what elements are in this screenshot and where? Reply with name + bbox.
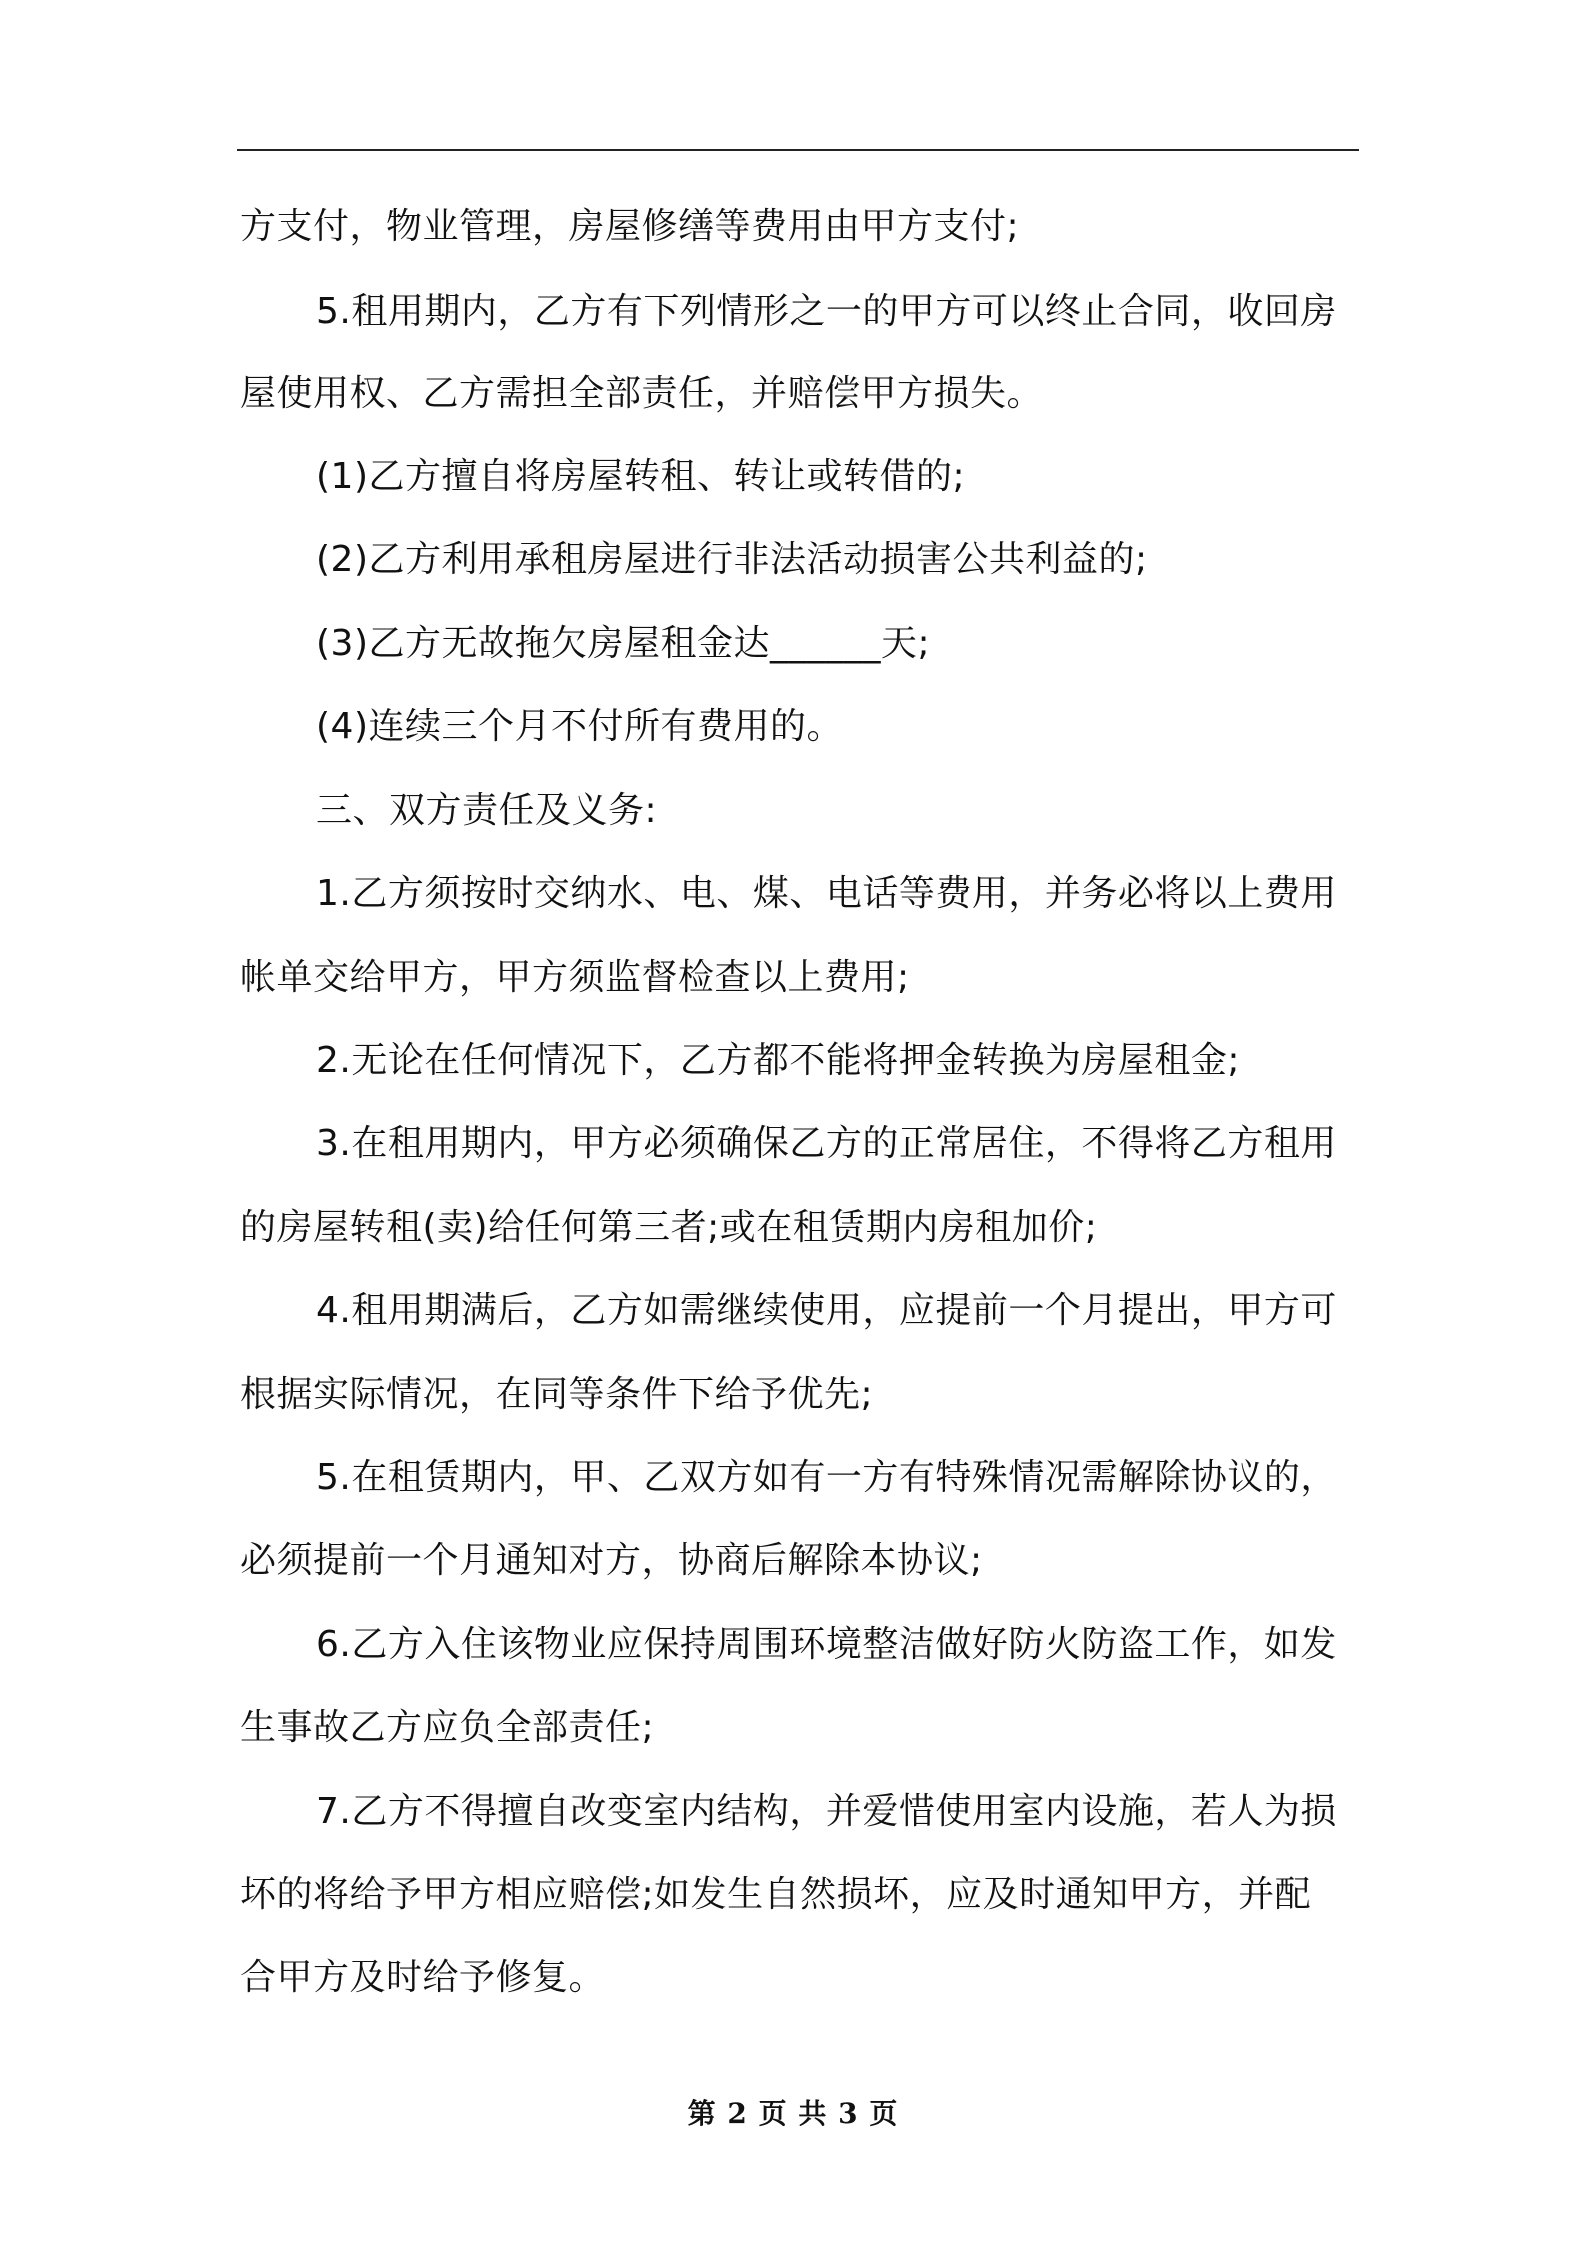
text-line-22: 合甲方及时给予修复。 [240, 1957, 606, 1998]
text-line-6: (3)乙方无故拖欠房屋租金达______天; [316, 623, 931, 664]
text-line-21: 坏的将给予甲方相应赔偿;如发生自然损坏，应及时通知甲方，并配 [240, 1874, 1312, 1915]
text-line-11: 2.无论在任何情况下，乙方都不能将押金转换为房屋租金; [316, 1040, 1240, 1081]
text-line-15: 根据实际情况，在同等条件下给予优先; [240, 1374, 874, 1415]
text-line-13: 的房屋转租(卖)给任何第三者;或在租赁期内房租加价; [240, 1207, 1098, 1248]
text-line-5: (2)乙方利用承租房屋进行非法活动损害公共利益的; [316, 539, 1148, 580]
text-line-7: (4)连续三个月不付所有费用的。 [316, 706, 843, 747]
header-rule [237, 149, 1359, 151]
section-heading: 三、双方责任及义务: [316, 790, 658, 831]
text-line-2: 5.租用期内，乙方有下列情形之一的甲方可以终止合同，收回房 [316, 291, 1337, 332]
text-line-3: 屋使用权、乙方需担全部责任，并赔偿甲方损失。 [240, 373, 1044, 414]
text-line-14: 4.租用期满后，乙方如需继续使用，应提前一个月提出，甲方可 [316, 1290, 1337, 1331]
text-line-9: 1.乙方须按时交纳水、电、煤、电话等费用，并务必将以上费用 [316, 873, 1337, 914]
text-line-16: 5.在租赁期内，甲、乙双方如有一方有特殊情况需解除协议的， [316, 1457, 1337, 1498]
text-line-12: 3.在租用期内，甲方必须确保乙方的正常居住，不得将乙方租用 [316, 1123, 1337, 1164]
text-line-17: 必须提前一个月通知对方，协商后解除本协议; [240, 1540, 983, 1581]
page-number: 第 2 页 共 3 页 [687, 2097, 899, 2130]
text-line-18: 6.乙方入住该物业应保持周围环境整洁做好防火防盗工作，如发 [316, 1624, 1337, 1665]
text-line-20: 7.乙方不得擅自改变室内结构，并爱惜使用室内设施，若人为损 [316, 1791, 1337, 1832]
text-line-4: (1)乙方擅自将房屋转租、转让或转借的; [316, 456, 966, 497]
text-line-1: 方支付，物业管理，房屋修缮等费用由甲方支付; [240, 206, 1020, 247]
text-line-10: 帐单交给甲方，甲方须监督检查以上费用; [240, 957, 910, 998]
text-line-19: 生事故乙方应负全部责任; [240, 1707, 655, 1748]
